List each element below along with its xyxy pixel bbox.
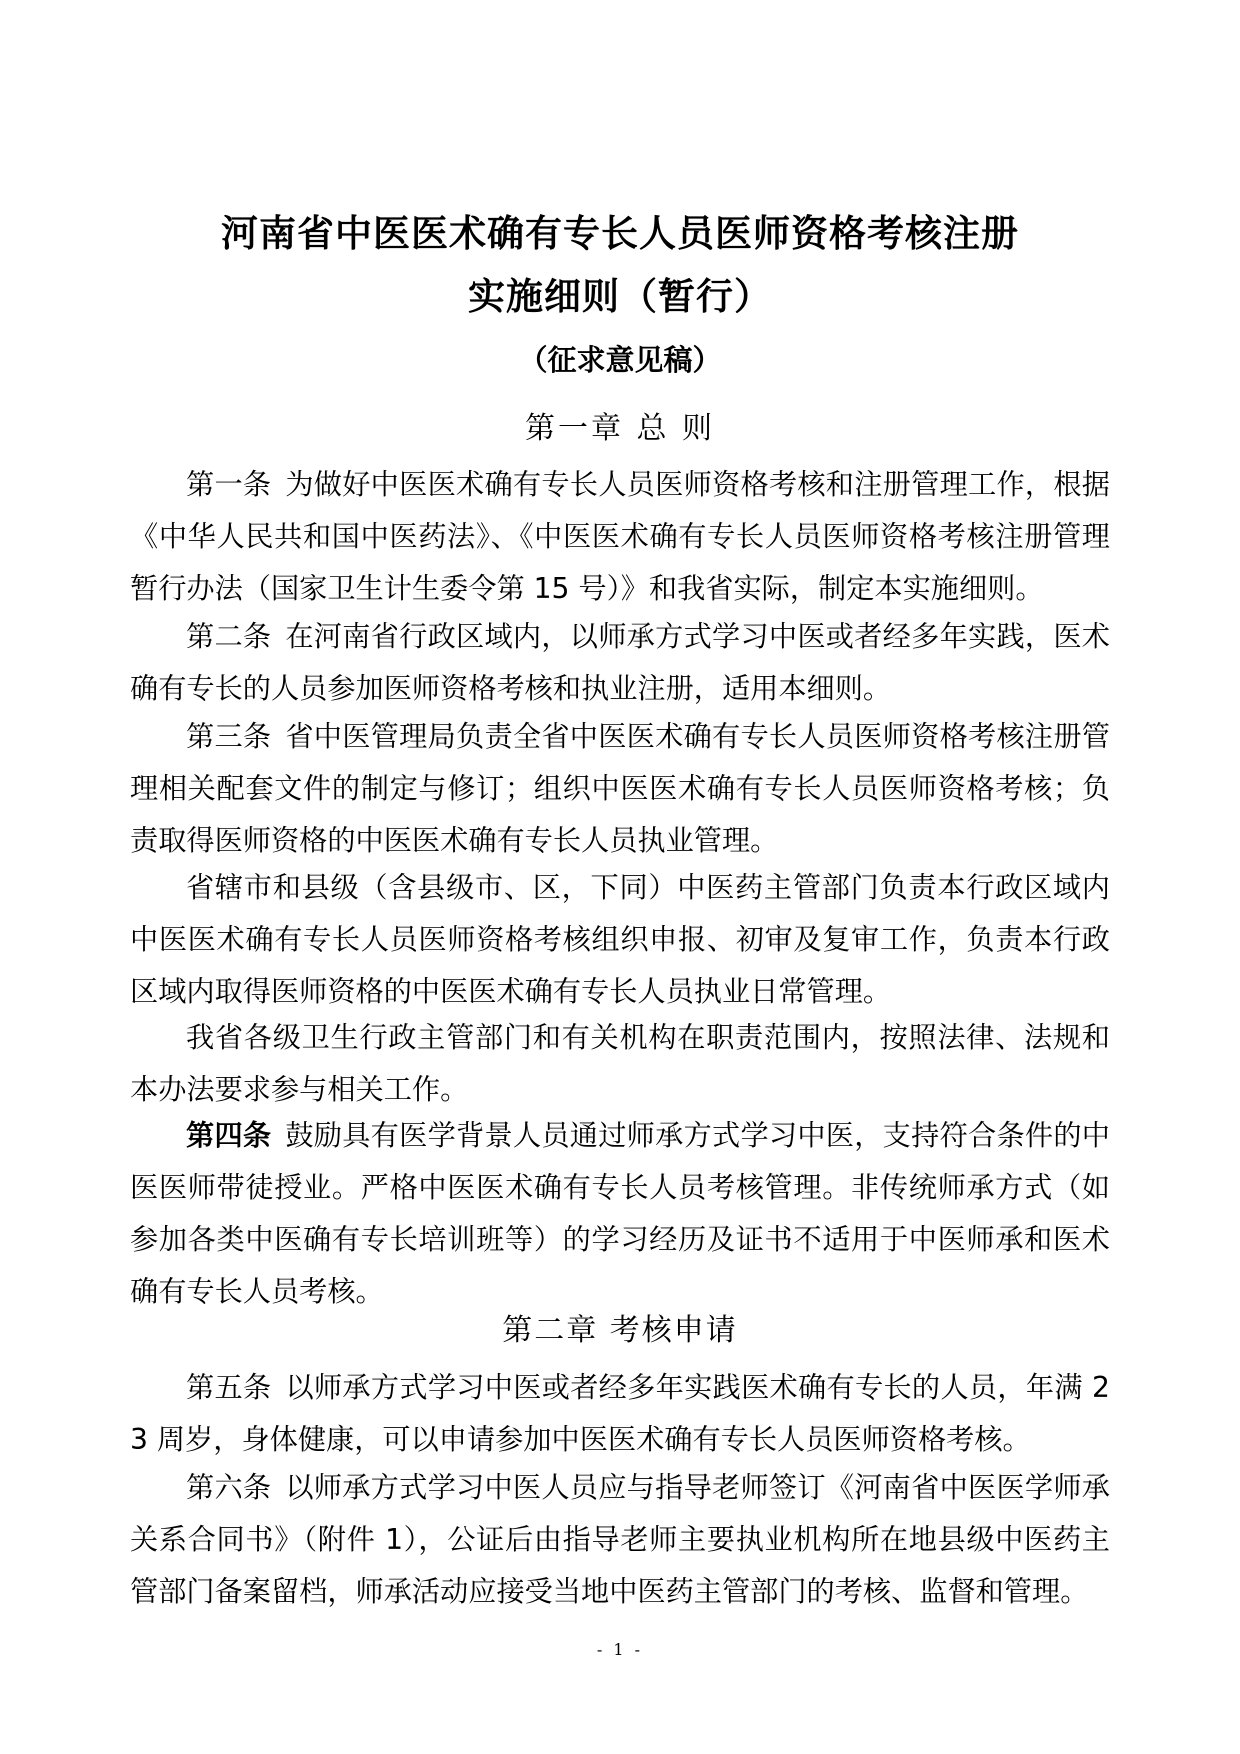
article-2-text: 在河南省行政区域内，以师承方式学习中医或者经多年实践，医术确有专长的人员参加医师资格考核和执业注册，适用本细则。 [130, 620, 1110, 705]
article-5 [130, 1362, 1110, 1466]
document-subtitle: （征求意见稿） [518, 343, 722, 377]
article-3 [130, 711, 1110, 867]
article-1-heading: 第一条 [186, 468, 272, 501]
document-title-line-1: 河南省中医医术确有专长人员医师资格考核注册 [221, 211, 1019, 255]
article-3-heading: 第三条 [186, 720, 272, 753]
article-2 [130, 611, 1110, 715]
article-6-text: 以师承方式学习中医人员应与指导老师签订《河南省中医医学师承关系合同书》（附件 1），公证后由指导老师主要执业机构所在地县级中医药主管部门备案留档，师承活动应接受当地中医药主管部门的考核、监督和管理。 [130, 1471, 1110, 1608]
article-3-text: 省中医管理局负责全省中医医术确有专长人员医师资格考核注册管理相关配套文件的制定与修订；组织中医医术确有专长人员医师资格考核；负责取得医师资格的中医医术确有专长人员执业管理。 [130, 720, 1110, 857]
article-1-text: 为做好中医医术确有专长人员医师资格考核和注册管理工作，根据《中华人民共和国中医药法》、《中医医术确有专长人员医师资格考核注册管理暂行办法（国家卫生计生委令第 15 号）》和我省实际，制定本实施细则。 [130, 468, 1110, 605]
article-4 [130, 1110, 1110, 1318]
article-2-heading: 第二条 [186, 620, 272, 653]
article-4-text: 鼓励具有医学背景人员通过师承方式学习中医，支持符合条件的中医医师带徒授业。严格中医医术确有专长人员考核管理。非传统师承方式（如参加各类中医确有专长培训班等）的学习经历及证书不适用于中医师承和医术确有专长人员考核。 [130, 1119, 1110, 1308]
page-number: - 1 - [596, 1640, 644, 1659]
chapter-heading-1: 第一章 总 则 [524, 411, 716, 446]
article-5-text: 以师承方式学习中医或者经多年实践医术确有专长的人员，年满 23 周岁，身体健康，可以申请参加中医医术确有专长人员医师资格考核。 [130, 1371, 1110, 1456]
article-3-paragraph-2: 省辖市和县级（含县级市、区，下同）中医药主管部门负责本行政区域内中医医术确有专长人员医师资格考核组织申报、初审及复审工作，负责本行政区域内取得医师资格的中医医术确有专长人员执业日常管理。 [130, 871, 1110, 1008]
article-6-heading: 第六条 [186, 1471, 272, 1504]
article-3-paragraph-3: 我省各级卫生行政主管部门和有关机构在职责范围内，按照法律、法规和本办法要求参与相关工作。 [130, 1021, 1110, 1106]
article-4-heading: 第四条 [186, 1119, 272, 1152]
article-6 [130, 1462, 1110, 1618]
document-title-line-2: 实施细则（暂行） [468, 274, 772, 318]
article-5-heading: 第五条 [186, 1371, 272, 1404]
chapter-heading-2: 第二章 考核申请 [502, 1313, 738, 1348]
article-1 [130, 459, 1110, 615]
